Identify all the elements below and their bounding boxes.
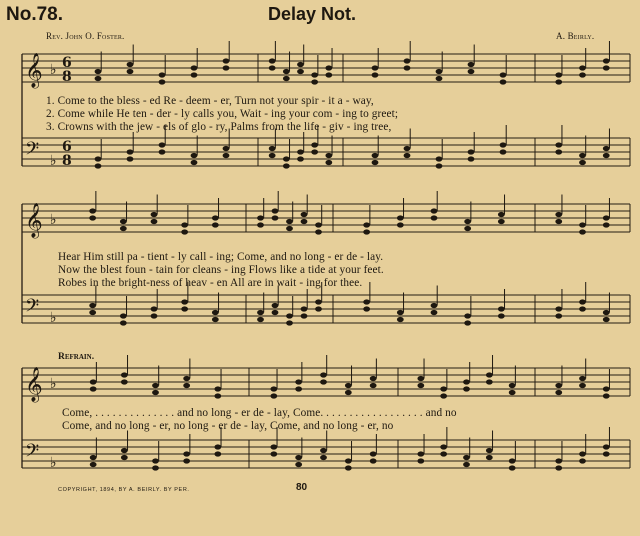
notehead [555,458,562,463]
notehead [603,146,610,151]
notehead [486,448,493,453]
notehead [370,458,377,463]
notehead [486,455,493,460]
notehead [311,149,318,154]
time-signature-denominator: 8 [62,153,72,169]
notehead [397,215,404,220]
notehead [417,458,424,463]
key-signature-flat-icon: ♭ [50,62,57,78]
notehead [151,306,158,311]
notehead [283,156,290,161]
notehead [555,149,562,154]
notehead [127,156,134,161]
notehead [486,379,493,384]
key-signature-flat-icon: ♭ [50,212,57,228]
notehead [463,386,470,391]
refrain-lyric-line-1: Come, . . . . . . . . . . . . . . and no long - er de - lay, Come. . . . . . . . . . . . . . . . . . and no [62,407,457,419]
notehead [463,462,470,467]
notehead [90,462,97,467]
treble-clef-icon: 𝄞 [25,203,43,238]
notehead [286,226,293,231]
notehead [603,451,610,456]
notehead [509,465,516,470]
notehead [151,313,158,318]
notehead [272,310,279,315]
notehead [500,72,507,77]
notehead [127,62,134,67]
notehead [320,455,327,460]
notehead [120,313,127,318]
notehead [127,69,134,74]
notehead [555,390,562,395]
notehead [555,313,562,318]
notehead [181,299,188,304]
notehead [325,65,332,70]
key-signature-flat-icon: ♭ [50,153,57,169]
notehead [283,69,290,74]
notehead [95,156,102,161]
notehead [151,212,158,217]
bass-clef-icon: 𝄢 [25,441,40,466]
verse-3-line-2: Robes in the bright-ness of heav - en All are in wait - ing for thee. [58,277,363,289]
notehead [463,379,470,384]
notehead [272,303,279,308]
notehead [223,146,230,151]
notehead [555,212,562,217]
notehead [579,383,586,388]
notehead [397,222,404,227]
notehead [417,376,424,381]
notehead [509,458,516,463]
hymn-title: Delay Not. [268,4,357,24]
notehead [372,153,379,158]
notehead [579,229,586,234]
notehead [468,149,475,154]
verse-2-line-2: Now the blest foun - tain for cleans - ing Flows like a tide at your feet. [58,264,384,276]
notehead [191,160,198,165]
notehead [257,215,264,220]
notehead [325,160,332,165]
notehead [297,156,304,161]
notehead [297,149,304,154]
verse-3-line-1: 3. Crowns with the jew - els of glo - ry, Palms from the life - giv - ing tree, [46,121,392,133]
notehead [363,306,370,311]
notehead [498,219,505,224]
notehead [440,386,447,391]
notehead [90,455,97,460]
notehead [404,65,411,70]
notehead [301,212,308,217]
notehead [579,376,586,381]
notehead [269,65,276,70]
notehead [325,72,332,77]
notehead [404,146,411,151]
notehead [183,458,190,463]
notehead [603,317,610,322]
notehead [509,383,516,388]
notehead [183,376,190,381]
treble-clef-icon: 𝄞 [25,53,43,88]
notehead [370,451,377,456]
notehead [372,72,379,77]
notehead [295,455,302,460]
notehead [372,65,379,70]
notehead [579,451,586,456]
notehead [270,393,277,398]
notehead [270,386,277,391]
notehead [436,156,443,161]
verse-1-line-1: 1. Come to the bless - ed Re - deem - er, Turn not your spir - it a - way, [46,95,374,107]
notehead [555,79,562,84]
notehead [436,69,443,74]
notehead [257,222,264,227]
notehead [90,379,97,384]
notehead [315,306,322,311]
notehead [468,156,475,161]
notehead [272,208,279,213]
notehead [486,372,493,377]
notehead [297,69,304,74]
notehead [555,72,562,77]
notehead [417,451,424,456]
notehead [120,320,127,325]
notehead [301,313,308,318]
notehead [315,222,322,227]
notehead [223,153,230,158]
notehead [89,215,96,220]
notehead [315,229,322,234]
notehead [269,146,276,151]
notehead [440,444,447,449]
notehead [363,222,370,227]
notehead [183,383,190,388]
copyright-notice: COPYRIGHT, 1894, BY A. BEIRLY. BY PER. [58,487,190,493]
notehead [468,69,475,74]
notehead [212,222,219,227]
lyricist-credit: Rev. John O. Foster. [46,31,125,41]
notehead [500,142,507,147]
treble-clef-icon: 𝄞 [25,367,43,402]
notehead [95,163,102,168]
notehead [159,149,166,154]
notehead [272,215,279,220]
notehead [603,310,610,315]
notehead [283,76,290,81]
notehead [295,379,302,384]
notehead [579,160,586,165]
notehead [257,317,264,322]
bass-clef-icon: 𝄢 [25,296,40,321]
notehead [345,465,352,470]
notehead [152,458,159,463]
key-signature-flat-icon: ♭ [50,455,57,471]
notehead [498,212,505,217]
notehead [417,383,424,388]
notehead [509,390,516,395]
notehead [214,451,221,456]
notehead [311,142,318,147]
notehead [579,153,586,158]
time-signature-numerator: 6 [62,55,72,71]
notehead [431,215,438,220]
composer-credit: A. Beirly. [556,31,595,41]
notehead [212,317,219,322]
notehead [436,76,443,81]
notehead [320,372,327,377]
notehead [555,306,562,311]
notehead [89,208,96,213]
verse-2-line-1: 2. Come while He ten - der - ly calls you, Wait - ing your com - ing to greet; [46,108,399,120]
notehead [464,226,471,231]
notehead [370,383,377,388]
notehead [127,149,134,154]
notehead [603,215,610,220]
notehead [191,153,198,158]
notehead [464,313,471,318]
page-number: 80 [296,482,308,493]
notehead [431,310,438,315]
notehead [257,310,264,315]
notehead [159,142,166,147]
notehead [121,379,128,384]
notehead [372,160,379,165]
notehead [301,219,308,224]
notehead [181,229,188,234]
notehead [95,76,102,81]
notehead [152,465,159,470]
notehead [440,451,447,456]
notehead [555,219,562,224]
notehead [181,222,188,227]
notehead [404,153,411,158]
notehead [603,393,610,398]
notehead [555,142,562,147]
key-signature-flat-icon: ♭ [50,376,57,392]
notehead [603,222,610,227]
notehead [468,62,475,67]
notehead [286,313,293,318]
notehead [295,462,302,467]
notehead [183,451,190,456]
notehead [269,153,276,158]
notehead [283,163,290,168]
notehead [345,390,352,395]
notehead [370,376,377,381]
notehead [464,320,471,325]
notehead [603,444,610,449]
notehead [120,219,127,224]
notehead [214,386,221,391]
notehead [159,72,166,77]
notehead [223,58,230,63]
time-signature-numerator: 6 [62,139,72,155]
notehead [270,451,277,456]
notehead [212,310,219,315]
notehead [214,393,221,398]
verse-1-line-2: Hear Him still pa - tient - ly call - ing; Come, and no long - er de - lay. [58,251,384,263]
refrain-label: Refrain. [58,352,95,362]
notehead [297,62,304,67]
notehead [95,69,102,74]
notehead [212,215,219,220]
notehead [191,72,198,77]
notehead [463,455,470,460]
notehead [191,65,198,70]
notehead [436,163,443,168]
notehead [181,306,188,311]
notehead [121,448,128,453]
notehead [152,390,159,395]
notehead [286,219,293,224]
bass-clef-icon: 𝄢 [25,139,40,164]
notehead [500,79,507,84]
notehead [603,153,610,158]
notehead [151,219,158,224]
notehead [500,149,507,154]
notehead [159,79,166,84]
notehead [555,383,562,388]
notehead [579,72,586,77]
notehead [464,219,471,224]
notehead [363,229,370,234]
notehead [345,458,352,463]
refrain-lyric-line-2: Come, and no long - er, no long - er de - lay, Come, and no long - er, no [62,420,394,432]
notehead [603,58,610,63]
notehead [579,222,586,227]
notehead [345,383,352,388]
notehead [440,393,447,398]
notehead [152,383,159,388]
notehead [89,303,96,308]
notehead [579,65,586,70]
notehead [603,65,610,70]
notehead [579,306,586,311]
key-signature-flat-icon: ♭ [50,310,57,326]
notehead [286,320,293,325]
notehead [295,386,302,391]
notehead [311,79,318,84]
hymn-number: No.78. [6,4,64,25]
notehead [431,303,438,308]
notehead [325,153,332,158]
notehead [120,226,127,231]
notehead [397,310,404,315]
notehead [320,379,327,384]
notehead [89,310,96,315]
notehead [311,72,318,77]
notehead [223,65,230,70]
notehead [90,386,97,391]
notehead [431,208,438,213]
notehead [121,372,128,377]
notehead [214,444,221,449]
notehead [301,306,308,311]
notehead [404,58,411,63]
notehead [498,313,505,318]
time-signature-denominator: 8 [62,69,72,85]
notehead [555,465,562,470]
notehead [121,455,128,460]
notehead [397,317,404,322]
notehead [270,444,277,449]
notehead [363,299,370,304]
notehead [315,299,322,304]
notehead [320,448,327,453]
notehead [579,458,586,463]
notehead [603,386,610,391]
notehead [269,58,276,63]
notehead [498,306,505,311]
notehead [579,299,586,304]
